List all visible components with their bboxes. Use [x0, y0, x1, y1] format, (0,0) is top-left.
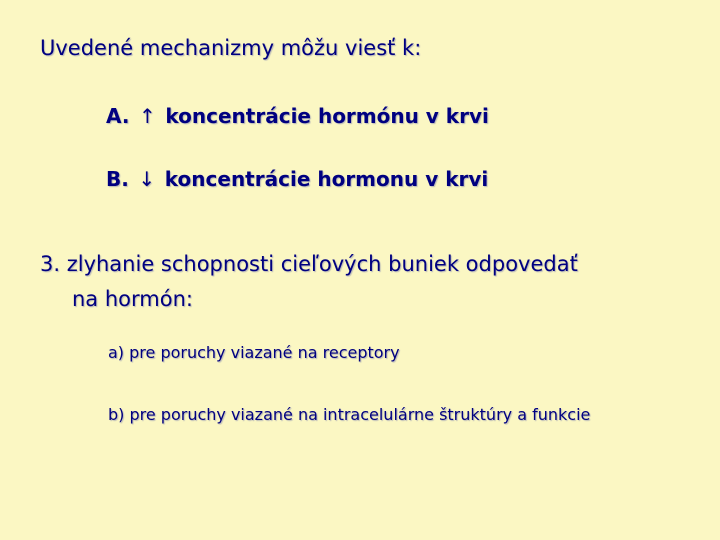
- sub-item-a: a) pre poruchy viazané na receptory: [108, 343, 400, 362]
- item-b-marker: B.: [106, 167, 129, 191]
- list-item-a: [106, 104, 489, 128]
- arrow-up-icon: ↑: [139, 104, 156, 128]
- item-a-marker: A.: [106, 104, 130, 128]
- list-item-b: [106, 167, 488, 191]
- point-3-line-1: 3. zlyhanie schopnosti cieľových buniek odpovedať: [40, 252, 578, 276]
- slide-heading: Uvedené mechanizmy môžu viesť k:: [40, 36, 422, 60]
- point-3-line-2: na hormón:: [72, 287, 193, 311]
- sub-item-b: b) pre poruchy viazané na intracelulárne štruktúry a funkcie: [108, 405, 591, 424]
- item-b-text: koncentrácie hormonu v krvi: [164, 167, 489, 191]
- item-a-text: koncentrácie hormónu v krvi: [165, 104, 489, 128]
- arrow-down-icon: ↓: [138, 167, 156, 191]
